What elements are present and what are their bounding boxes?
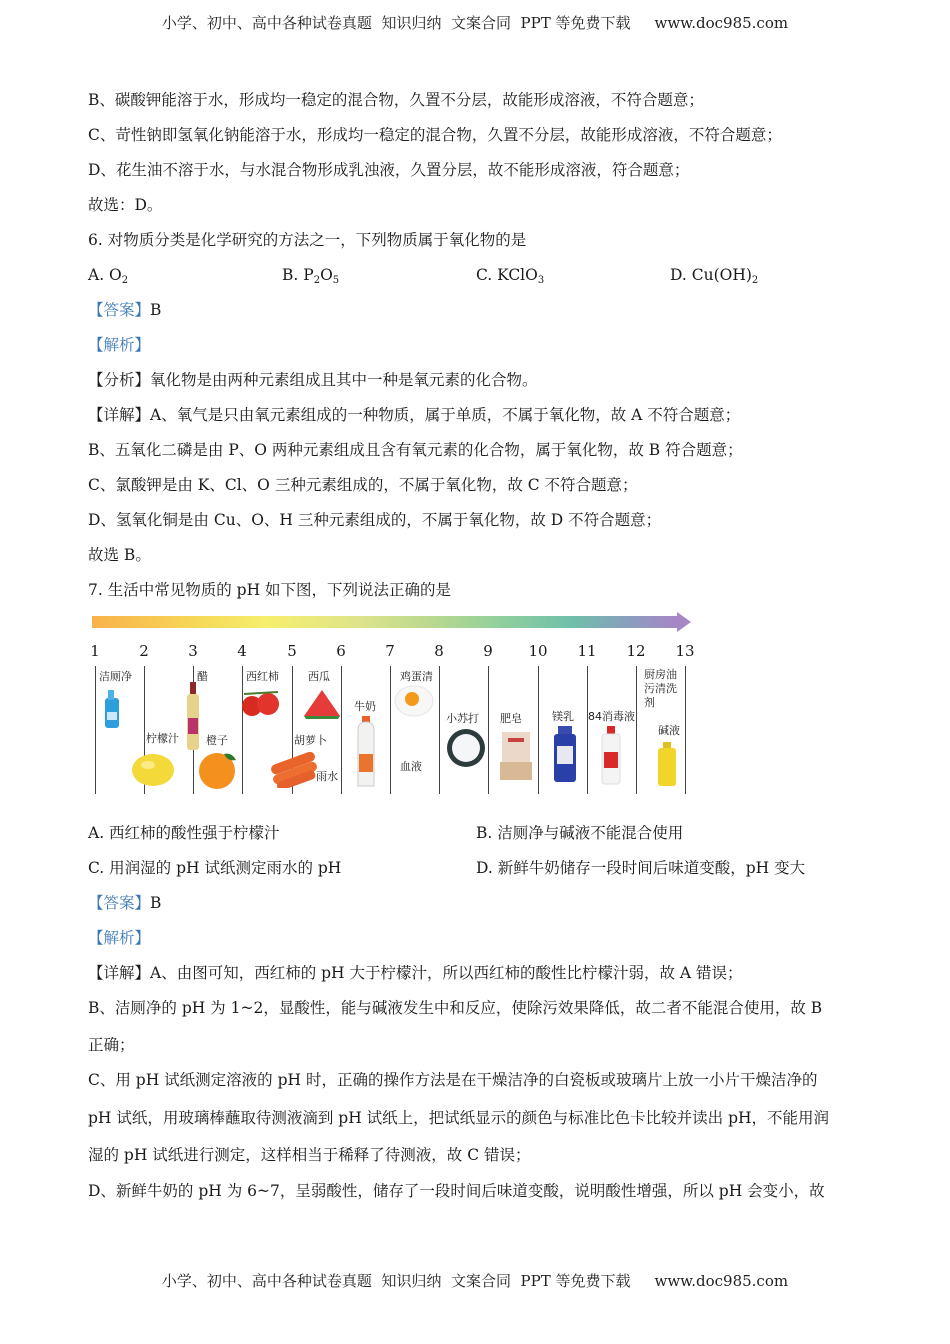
arrow-right-icon <box>677 612 691 632</box>
q6-analysis-tag: 【解析】 <box>88 336 151 354</box>
footer-banner: 小学、初中、高中各种试卷真题 知识归纳 文案合同 PPT 等免费下载 <box>161 1272 631 1290</box>
tomato-icon <box>238 688 284 718</box>
label-lemon-juice: 柠檬汁 <box>146 732 179 745</box>
ph-tick: 6 <box>336 642 346 660</box>
label-soap: 肥皂 <box>500 712 522 725</box>
q7-line-c2: pH 试纸，用玻璃棒蘸取待测液滴到 pH 试纸上，把试纸显示的颜色与标准比色卡比较并读出 pH，不能用润 <box>88 1109 830 1127</box>
label-bleach-84: 84消毒液 <box>588 710 635 723</box>
divider <box>685 666 686 794</box>
divider <box>636 666 637 794</box>
label-lye: 碱液 <box>658 724 680 737</box>
q6-xiangjie-a: 【详解】A、氧气是只由氧元素组成的一种物质，属于单质，不属于氧化物，故 A 不符合题意； <box>88 406 741 424</box>
watermelon-icon <box>302 688 342 720</box>
ph-tick: 8 <box>434 642 444 660</box>
label-egg-white: 鸡蛋清 <box>400 670 433 683</box>
q6-line-c: C、氯酸钾是由 K、Cl、O 三种元素组成的，不属于氧化物，故 C 不符合题意； <box>88 476 638 494</box>
bleach-84-bottle-icon <box>600 726 622 786</box>
page-footer <box>0 1270 950 1291</box>
ph-tick: 11 <box>577 642 597 660</box>
ph-gradient-bar <box>92 616 677 628</box>
q5-line-b: B、碳酸钾能溶于水，形成均一稳定的混合物，久置不分层，故能形成溶液，不符合题意； <box>88 91 704 109</box>
divider <box>242 666 243 794</box>
q5-conclusion: 故选：D。 <box>88 196 163 214</box>
ph-tick: 2 <box>139 642 149 660</box>
ph-tick: 4 <box>237 642 247 660</box>
header-banner: 小学、初中、高中各种试卷真题 知识归纳 文案合同 PPT 等免费下载 <box>161 14 631 32</box>
lye-jug-icon <box>656 742 678 788</box>
label-carrot: 胡萝卜 <box>294 734 327 747</box>
ph-tick: 13 <box>675 642 695 660</box>
q7-line-b1: B、洁厕净的 pH 为 1~2，显酸性，能与碱液发生中和反应，使除污效果降低，故二者不能混合使用，故 B <box>88 999 823 1017</box>
label-milk: 牛奶 <box>354 700 376 713</box>
label-kitchen-cleaner: 厨房油污清洗剂 <box>644 668 677 709</box>
q5-line-c: C、苛性钠即氢氧化钠能溶于水，形成均一稳定的混合物，久置不分层，故能形成溶液，不符合题意； <box>88 126 782 144</box>
ph-tick: 12 <box>626 642 646 660</box>
q7-stem: 7. 生活中常见物质的 pH 如下图，下列说法正确的是 <box>88 581 452 599</box>
footer-url[interactable]: www.doc985.com <box>654 1272 789 1290</box>
q7-option-a: A. 西红柿的酸性强于柠檬汁 <box>88 824 280 842</box>
divider <box>439 666 440 794</box>
page-header <box>0 12 950 33</box>
ph-tick: 10 <box>528 642 548 660</box>
q6-option-a: A. $O_2$ <box>88 266 129 286</box>
q7-option-d: D. 新鲜牛奶储存一段时间后味道变酸，pH 变大 <box>476 859 806 877</box>
label-rain: 雨水 <box>316 770 338 783</box>
label-vinegar: 醋 <box>197 670 208 683</box>
milk-of-magnesia-bottle-icon <box>552 726 578 784</box>
soap-icon <box>498 730 534 784</box>
orange-icon <box>196 748 242 790</box>
divider <box>95 666 96 794</box>
toilet-cleaner-bottle-icon <box>102 688 122 730</box>
q6-conclusion: 故选 B。 <box>88 546 151 564</box>
q6-option-c: C. KClO$_3$ <box>476 266 545 286</box>
lemon-icon <box>130 752 176 788</box>
answer-value: B <box>150 894 162 912</box>
q7-line-c1: C、用 pH 试纸测定溶液的 pH 时，正确的操作方法是在干燥洁净的白瓷板或玻璃片上放一小片干燥洁净的 <box>88 1071 818 1089</box>
q6-stem: 6. 对物质分类是化学研究的方法之一，下列物质属于氧化物的是 <box>88 231 527 249</box>
q7-option-c: C. 用润湿的 pH 试纸测定雨水的 pH <box>88 859 342 877</box>
label-orange: 橙子 <box>206 734 228 747</box>
divider <box>587 666 588 794</box>
label-blood: 血液 <box>400 760 422 773</box>
ph-tick: 9 <box>483 642 493 660</box>
milk-bottle-icon <box>354 716 378 790</box>
answer-value: B <box>150 301 162 319</box>
ph-scale-figure <box>88 608 700 798</box>
q6-answer <box>88 300 161 320</box>
vinegar-bottle-icon <box>184 682 202 752</box>
q7-line-d1: D、新鲜牛奶的 pH 为 6~7，呈弱酸性，储存了一段时间后味道变酸，说明酸性增强，所以 pH 会变小，故 <box>88 1182 825 1200</box>
label-baking-soda: 小苏打 <box>446 712 479 725</box>
ph-tick: 1 <box>90 642 100 660</box>
label-toilet-cleaner: 洁厕净 <box>99 670 132 683</box>
label-watermelon: 西瓜 <box>308 670 330 683</box>
q7-line-c3: 湿的 pH 试纸进行测定，这样相当于稀释了待测液，故 C 错误； <box>88 1146 531 1164</box>
ph-tick: 7 <box>385 642 395 660</box>
answer-tag: 【答案】 <box>88 894 151 912</box>
fried-egg-icon <box>394 684 434 718</box>
q7-analysis-tag: 【解析】 <box>88 929 151 947</box>
divider <box>341 666 342 794</box>
q6-option-d: D. $Cu(OH)_2$ <box>670 266 759 286</box>
divider <box>538 666 539 794</box>
header-url[interactable]: www.doc985.com <box>654 14 789 32</box>
ph-tick: 5 <box>287 642 297 660</box>
q7-option-b: B. 洁厕净与碱液不能混合使用 <box>476 824 684 842</box>
label-milk-of-magnesia: 镁乳 <box>552 710 574 723</box>
q6-fenxi: 【分析】氧化物是由两种元素组成且其中一种是氧元素的化合物。 <box>88 371 538 389</box>
q7-xiangjie-a: 【详解】A、由图可知，西红柿的 pH 大于柠檬汁，所以西红柿的酸性比柠檬汁弱，故 A 错误； <box>88 964 743 982</box>
q6-option-b: B. $P_2O_5$ <box>282 266 340 286</box>
baking-soda-bowl-icon <box>446 728 486 768</box>
divider <box>488 666 489 794</box>
label-tomato: 西红柿 <box>246 670 279 683</box>
carrot-icon <box>268 748 322 788</box>
q5-line-d: D、花生油不溶于水，与水混合物形成乳浊液，久置分层，故不能形成溶液，符合题意； <box>88 161 690 179</box>
ph-tick: 3 <box>188 642 198 660</box>
q7-answer <box>88 893 161 913</box>
q7-line-b2: 正确； <box>88 1036 135 1054</box>
q6-line-b: B、五氧化二磷是由 P、O 两种元素组成且含有氧元素的化合物，属于氧化物，故 B 符合题意； <box>88 441 743 459</box>
q6-line-d: D、氢氧化铜是由 Cu、O、H 三种元素组成的，不属于氧化物，故 D 不符合题意； <box>88 511 662 529</box>
answer-tag: 【答案】 <box>88 301 151 319</box>
divider <box>390 666 391 794</box>
